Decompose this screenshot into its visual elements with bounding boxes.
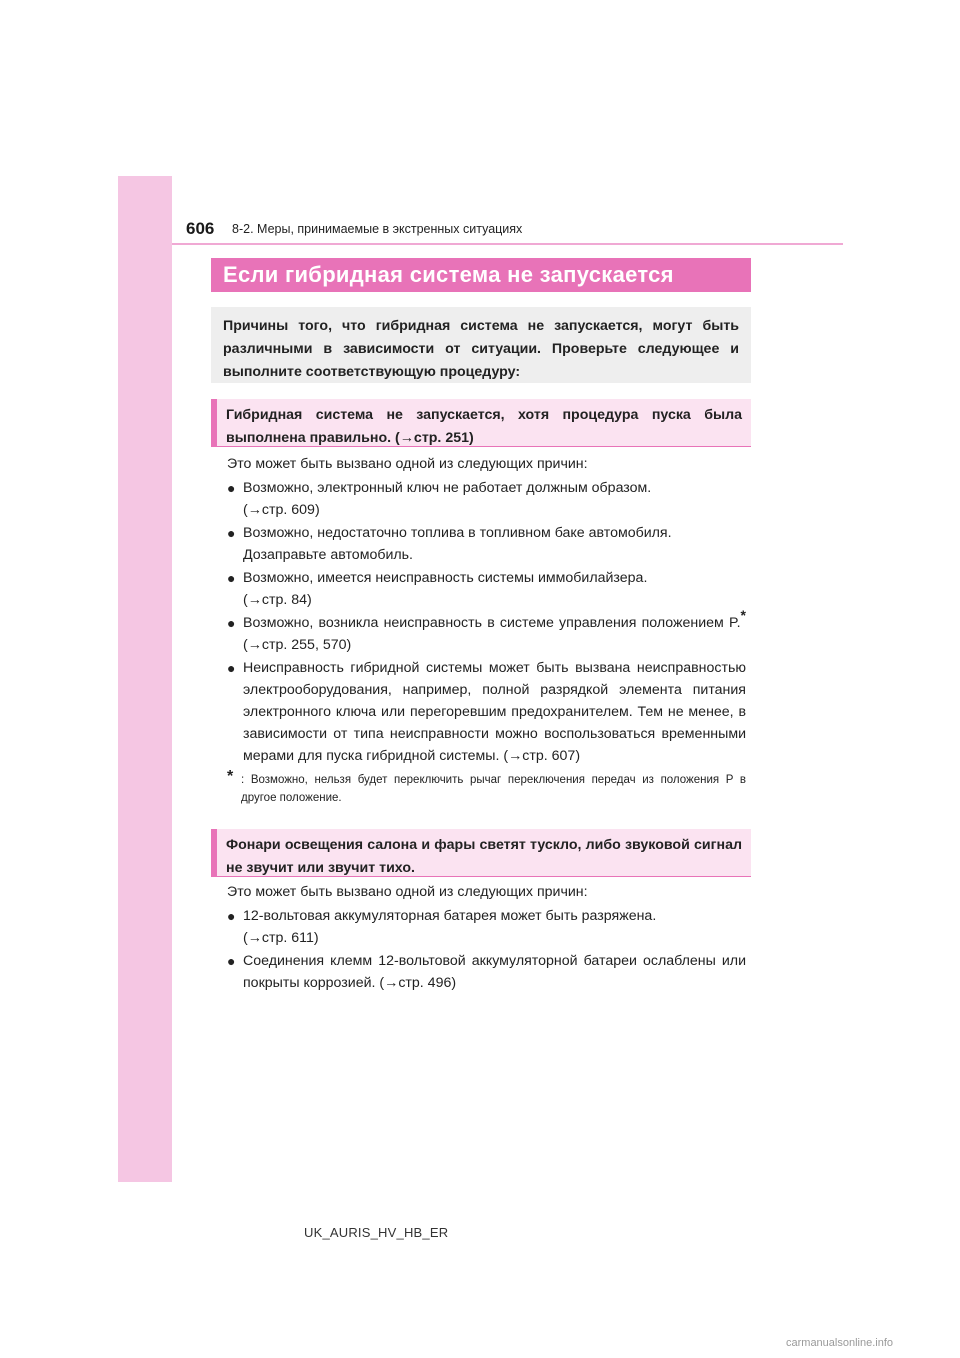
- bullet-icon: ●: [227, 480, 236, 496]
- list-item-text: Соединения клемм 12-вольтовой аккумуляторной батареи ослаблены или покрыты коррозией. (→стр. 496): [243, 953, 746, 991]
- section1-lead: Это может быть вызвано одной из следующих причин:: [227, 456, 588, 472]
- list-item: [227, 477, 746, 521]
- list-item-line: (→стр. 255, 570): [243, 637, 352, 653]
- list-item-text: [243, 607, 746, 656]
- bullet-icon: ●: [227, 908, 236, 924]
- subheading-dim-lights: Фонари освещения салона и фары светят тускло, либо звуковой сигнал не звучит или звучит тихо.: [211, 829, 751, 877]
- document-code: UK_AURIS_HV_HB_ER: [304, 1225, 449, 1240]
- list-item-line: (→стр. 609): [243, 502, 320, 518]
- list-item: [227, 607, 746, 656]
- list-item: [227, 522, 746, 566]
- page-number: 606: [186, 219, 215, 238]
- list-item-line: Возможно, имеется неисправность системы иммобилайзера.: [243, 570, 648, 586]
- list-item-line: 12-вольтовая аккумуляторная батарея может быть разряжена.: [243, 908, 657, 924]
- list-item-line: Возможно, электронный ключ не работает должным образом.: [243, 480, 652, 496]
- footnote-text: : Возможно, нельзя будет переключить рычаг переключения передач из положения P в другое положение.: [241, 774, 746, 804]
- bullet-icon: ●: [227, 570, 236, 586]
- section2-lead: Это может быть вызвано одной из следующих причин:: [227, 884, 588, 900]
- list-item-line: Возможно, недостаточно топлива в топливном баке автомобиля.: [243, 525, 672, 541]
- section2-content: [227, 881, 746, 994]
- bullet-icon: ●: [227, 615, 236, 631]
- section-banner: Если гибридная система не запускается: [211, 258, 751, 292]
- intro-box: Причины того, что гибридная система не запускается, могут быть различными в зависимости от ситуации. Проверьте следующее и выполните соответствующую процедуру:: [211, 307, 751, 383]
- bullet-icon: ●: [227, 660, 236, 676]
- footnote-star: *: [740, 607, 746, 624]
- header-rule: [172, 243, 843, 245]
- side-tab-strip: [118, 176, 172, 1182]
- footnote: [227, 768, 746, 807]
- running-head: 8-2. Меры, принимаемые в экстренных ситуациях: [232, 222, 523, 236]
- bullet-icon: ●: [227, 525, 236, 541]
- list-item-text: Неисправность гибридной системы может быть вызвана неисправностью электрооборудования, например, полной разрядкой элемента питания электронного ключа или перегоревшим предохранителем. Тем не менее, в зависимости от типа неисправности можно воспользоваться временными мерами для пуска гибридной системы. (→стр. 607): [243, 660, 746, 764]
- footnote-mark: *: [227, 768, 234, 785]
- list-item: [227, 905, 746, 949]
- list-item: [227, 950, 746, 994]
- list-item: [227, 567, 746, 611]
- list-item-line: Возможно, возникла неисправность в системе управления положением P.: [243, 615, 741, 631]
- list-item-line: (→стр. 84): [243, 592, 312, 608]
- list-item-line: Дозаправьте автомобиль.: [243, 547, 413, 563]
- watermark: carmanualsonline.info: [786, 1337, 894, 1349]
- section1-content: [227, 453, 746, 807]
- list-item-line: (→стр. 611): [243, 930, 319, 946]
- subheading-start-failure: Гибридная система не запускается, хотя процедура пуска была выполнена правильно. (→стр. 251): [211, 399, 751, 447]
- bullet-icon: ●: [227, 953, 236, 969]
- list-item: [227, 657, 746, 767]
